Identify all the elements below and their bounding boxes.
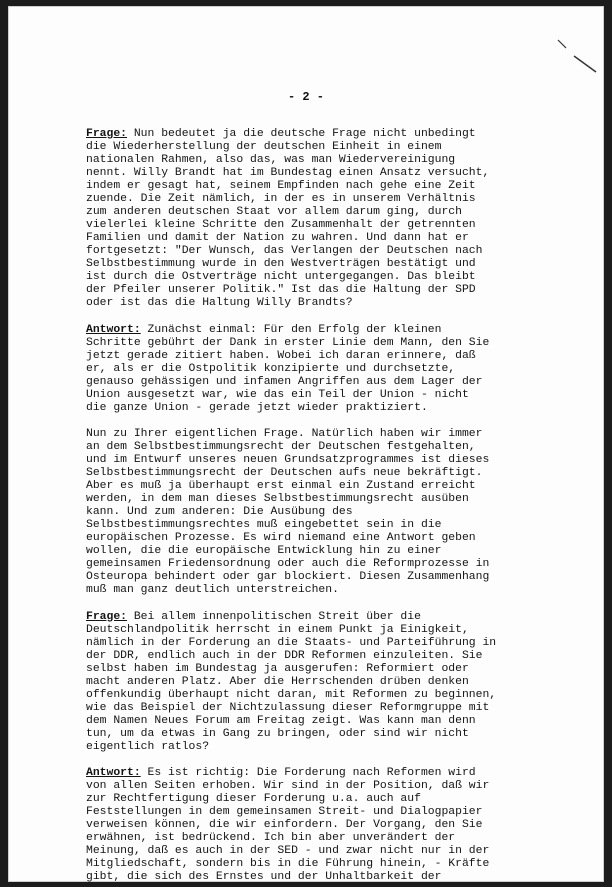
text-line: Schritte gebührt der Dank in erster Linie dem Mann, den Sie: [86, 336, 490, 349]
text-line: Mitgliedschaft, sondern bis in die Führung hinein, - Kräfte: [86, 858, 490, 870]
interview-text: [86, 128, 578, 882]
text-line: Antwort: Es ist richtig: Die Forderung nach Reformen wird: [86, 767, 476, 779]
text-line: Feststellungen in dem gemeinsamen Streit- und Dialogpapier: [86, 806, 483, 818]
text-line: ist durch die Ostverträge nicht untergegangen. Das bleibt: [86, 271, 476, 283]
text-line: nämlich in der Forderung an die Staats- und Parteiführung in: [86, 636, 497, 649]
page-number: - 2 -: [287, 90, 324, 104]
text-line: und im Entwurf unseres neuen Grundsatzprogrammes ist dieses: [86, 454, 490, 466]
text-line: an dem Selbstbestimmungsrecht der Deutschen festgehalten,: [86, 441, 476, 453]
document-page: [8, 6, 604, 882]
text-line: macht anderen Platz. Aber die Herrschenden drüben denken: [86, 675, 469, 688]
text-line: wie das Beispiel der Nichtzulassung dieser Reformgruppe mit: [86, 701, 490, 714]
text-line: europäischen Prozesse. Es wird niemand eine Antwort geben: [86, 532, 476, 544]
paragraph-question-2: [86, 611, 578, 754]
text-line: erwähnen, ist bedrückend. Ich bin aber unverändert der: [86, 832, 456, 844]
text-line: Aber es muß ja überhaupt erst einmal ein Zustand erreicht: [86, 480, 476, 492]
text-line: fortgesetzt: "Der Wunsch, das Verlangen der Deutschen nach: [86, 245, 483, 257]
text-line: nationalen Rahmen, also das, was man Wiedervereinigung: [86, 154, 456, 166]
text-line: genauso gehässigen und infamen Angriffen aus dem Lager der: [86, 375, 483, 388]
speaker-label: Antwort:: [86, 323, 141, 336]
text-line: offenkundig überhaupt nicht daran, mit Reformen zu beginnen,: [86, 688, 497, 701]
text-line: von allen Seiten erhoben. Wir sind in der Position, daß wir: [86, 780, 490, 792]
text-line: Osteuropa behindert oder gar blockiert. Diesen Zusammenhang: [86, 571, 490, 583]
text-line: Selbstbestimmungsrecht der Deutschen aufs neue bekräftigt.: [86, 467, 483, 479]
text-line: eigentlich ratlos?: [86, 740, 210, 753]
text-line: tun, um da etwas in Gang zu bringen, oder sind wir nicht: [86, 727, 469, 740]
text-line: gibt, die sich des Ernstes und der Unhaltbarkeit der: [86, 871, 442, 882]
text-line: Familien und damit der Nation zu wahren. Und dann hat er: [86, 232, 469, 244]
text-line: Meinung, daß es auch in der SED - und zwar nicht nur in der: [86, 845, 490, 857]
text-line: selbst haben im Bundestag ja ausgerufen: Reformiert oder: [86, 662, 469, 675]
text-line: indem er gesagt hat, seinem Empfinden nach gehe eine Zeit: [86, 180, 476, 192]
text-line: gemeinsamen Friedensordnung oder auch die Reformprozesse in: [86, 558, 490, 570]
text-line: Antwort: Zunächst einmal: Für den Erfolg der kleinen: [86, 323, 442, 336]
text-line: Frage: Nun bedeutet ja die deutsche Frage nicht unbedingt: [86, 128, 476, 140]
text-line: die ganze Union - gerade jetzt wieder praktiziert.: [86, 401, 428, 414]
text-line: Frage: Bei allem innenpolitischen Streit über die: [86, 610, 421, 623]
paragraph-answer-2: [86, 767, 578, 882]
text-line: zum anderen deutschen Staat vor allem darum ging, durch: [86, 206, 462, 218]
text-line: wollen, die die europäische Entwicklung hin zu einer: [86, 545, 442, 557]
text-line: jetzt gerade zitiert haben. Wobei ich daran erinnere, daß: [86, 349, 476, 362]
text-line: kann. Und zum anderen: Die Ausübung des: [86, 506, 353, 518]
text-line: der Pfeiler unserer Politik." Ist das die Haltung der SPD: [86, 284, 476, 296]
text-line: die Wiederherstellung der deutschen Einheit in einem: [86, 141, 442, 153]
text-line: Selbstbestimmungsrechtes muß eingebettet sein in die: [86, 519, 442, 531]
text-line: zur Rechtfertigung dieser Forderung u.a. auch auf: [86, 793, 421, 805]
text-line: er, als er die Ostpolitik konzipierte und durchsetzte,: [86, 362, 456, 375]
paragraph-question-1: [86, 128, 578, 310]
paragraph-answer-1-continued: [86, 428, 578, 597]
text-line: vielerlei kleine Schritte den Zusammenhalt der getrennten: [86, 219, 476, 231]
text-line: der DDR, endlich auch in der DDR Reformen einzuleiten. Sie: [86, 649, 483, 662]
text-line: muß man ganz deutlich unterstreichen.: [86, 584, 339, 596]
text-line: nennt. Willy Brandt hat im Bundestag einen Ansatz versucht,: [86, 167, 490, 179]
pen-mark: [556, 38, 604, 78]
text-line: Nun zu Ihrer eigentlichen Frage. Natürlich haben wir immer: [86, 428, 483, 440]
text-line: dem Namen Neues Forum am Freitag zeigt. Was kann man denn: [86, 714, 476, 727]
text-line: oder ist das die Haltung Willy Brandts?: [86, 297, 353, 309]
text-line: werden, in dem man dieses Selbstbestimmungsrecht ausüben: [86, 493, 469, 505]
text-line: zuende. Die Zeit nämlich, in der es in unserem Verhältnis: [86, 193, 476, 205]
text-line: verweisen können, die wir einfordern. Der Vorgang, den Sie: [86, 819, 483, 831]
speaker-label: Antwort:: [86, 767, 141, 779]
text-line: Selbstbestimmung wurde in den Westverträgen bestätigt und: [86, 258, 476, 270]
speaker-label: Frage:: [86, 128, 128, 140]
text-line: Union ausgesetzt war, wie das ein Teil der Union - nicht: [86, 388, 469, 401]
paragraph-answer-1: [86, 324, 578, 415]
text-line: Deutschlandpolitik herrscht in einem Punkt ja Einigkeit,: [86, 623, 469, 636]
speaker-label: Frage:: [86, 610, 128, 623]
